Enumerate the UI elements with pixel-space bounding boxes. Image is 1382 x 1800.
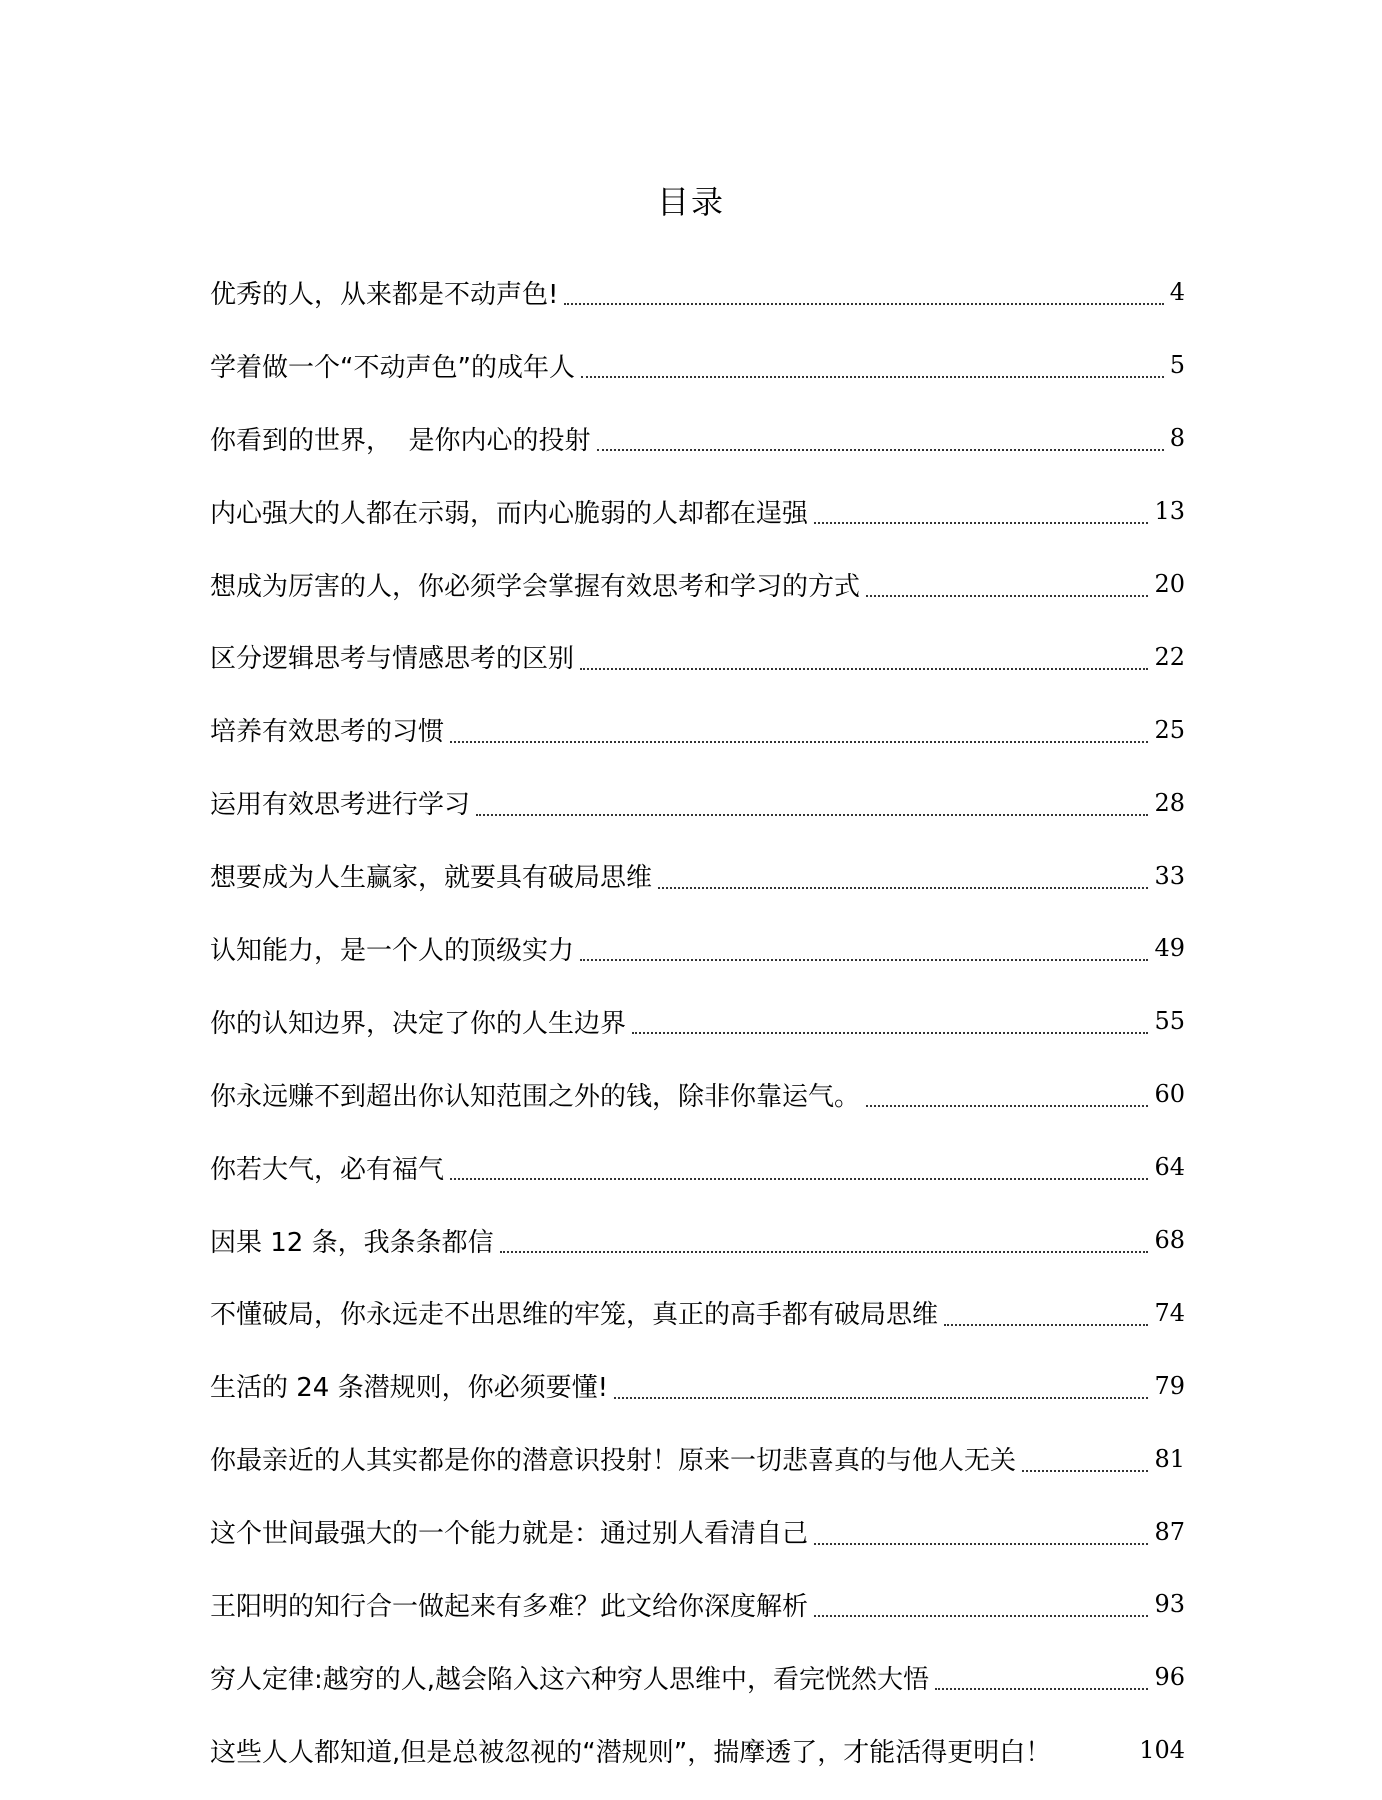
toc-entry-title: 培养有效思考的习惯 [210, 717, 445, 748]
toc-entry[interactable] [210, 1641, 1185, 1714]
toc-entry-page: 79 [1154, 1371, 1185, 1400]
dot-leader [500, 1251, 1149, 1253]
toc-entry[interactable] [210, 1422, 1185, 1495]
toc-entry[interactable] [210, 1714, 1185, 1787]
toc-entry-page: 8 [1169, 424, 1185, 453]
toc-entry[interactable] [210, 693, 1185, 766]
toc-entry-page: 22 [1154, 642, 1185, 671]
toc-entry-title: 因果 12 条，我条条都信 [210, 1227, 494, 1258]
toc-entry-page: 74 [1154, 1298, 1185, 1327]
toc-entry-title: 内心强大的人都在示弱，而内心脆弱的人却都在逞强 [210, 498, 809, 529]
toc-entry-page: 4 [1169, 278, 1185, 307]
dot-leader [632, 1032, 1148, 1034]
toc-entry-page: 96 [1154, 1663, 1185, 1692]
toc-entry[interactable] [210, 1495, 1185, 1568]
dot-leader [580, 668, 1148, 670]
toc-entry[interactable] [210, 1131, 1185, 1204]
toc-entry-title: 生活的 24 条潜规则，你必须要懂! [210, 1373, 609, 1404]
toc-entry-title: 想成为厉害的人，你必须学会掌握有效思考和学习的方式 [210, 571, 861, 602]
dot-leader [450, 741, 1148, 743]
toc-entry-page: 20 [1154, 570, 1185, 598]
toc-entry-title: 想要成为人生赢家，就要具有破局思维 [210, 863, 653, 894]
toc-list [210, 256, 1185, 1787]
toc-entry-title: 你最亲近的人其实都是你的潜意识投射！原来一切悲喜真的与他人无关 [210, 1446, 1017, 1477]
dot-leader [814, 1615, 1148, 1617]
dot-leader [450, 1178, 1148, 1180]
toc-entry-title: 这些人人都知道,但是总被忽视的“潜规则”，揣摩透了，才能活得更明白！ [210, 1737, 1052, 1768]
toc-entry-title: 不懂破局，你永远走不出思维的牢笼，真正的高手都有破局思维 [210, 1300, 939, 1331]
toc-entry-page: 5 [1169, 351, 1185, 380]
toc-entry-title: 穷人定律:越穷的人,越会陷入这六种穷人思维中，看完恍然大悟 [210, 1664, 930, 1695]
toc-entry[interactable] [210, 839, 1185, 912]
dot-leader [476, 814, 1148, 816]
toc-entry-page: 64 [1154, 1153, 1185, 1182]
toc-entry[interactable] [210, 1204, 1185, 1277]
toc-entry-title: 你永远赚不到超出你认知范围之外的钱，除非你靠运气。 [210, 1081, 861, 1112]
toc-entry[interactable] [210, 256, 1185, 329]
toc-entry-page: 87 [1154, 1517, 1185, 1546]
dot-leader [944, 1324, 1148, 1326]
dot-leader [614, 1397, 1148, 1399]
toc-entry[interactable] [210, 329, 1185, 402]
dot-leader [935, 1688, 1148, 1690]
toc-entry-page: 93 [1154, 1590, 1185, 1619]
toc-entry[interactable] [210, 985, 1185, 1058]
toc-entry[interactable] [210, 548, 1185, 621]
toc-entry[interactable] [210, 402, 1185, 475]
toc-entry-page: 60 [1154, 1080, 1185, 1109]
toc-title: 目录 [656, 183, 725, 221]
toc-entry-title: 这个世间最强大的一个能力就是：通过别人看清自己 [210, 1519, 809, 1550]
toc-entry[interactable] [210, 766, 1185, 839]
dot-leader [597, 449, 1164, 451]
toc-entry-title: 你的认知边界，决定了你的人生边界 [210, 1008, 627, 1039]
toc-entry[interactable] [210, 1568, 1185, 1641]
toc-entry[interactable] [210, 1349, 1185, 1422]
toc-entry-page: 28 [1154, 788, 1185, 817]
toc-entry-title: 优秀的人，从来都是不动声色! [210, 279, 559, 310]
toc-entry[interactable] [210, 475, 1185, 548]
toc-entry-page: 25 [1154, 715, 1185, 744]
toc-entry-title: 区分逻辑思考与情感思考的区别 [210, 644, 575, 675]
toc-entry[interactable] [210, 912, 1185, 985]
toc-entry-page: 104 [1139, 1736, 1185, 1765]
dot-leader [658, 887, 1148, 889]
toc-entry-page: 33 [1154, 861, 1185, 890]
toc-entry-title: 运用有效思考进行学习 [210, 790, 471, 821]
toc-entry-title: 学着做一个“不动声色”的成年人 [210, 352, 575, 383]
dot-leader [1022, 1470, 1148, 1472]
dot-leader [581, 376, 1164, 378]
dot-leader [866, 1105, 1148, 1107]
toc-entry[interactable] [210, 1058, 1185, 1131]
toc-entry[interactable] [210, 620, 1185, 693]
toc-entry[interactable] [210, 1276, 1185, 1349]
toc-entry-page: 68 [1154, 1226, 1185, 1255]
dot-leader [866, 595, 1148, 597]
toc-entry-page: 49 [1154, 934, 1185, 963]
dot-leader [580, 959, 1148, 961]
toc-entry-title: 你若大气，必有福气 [210, 1154, 445, 1185]
dot-leader [814, 1543, 1148, 1545]
dot-leader [564, 303, 1163, 305]
toc-entry-page: 55 [1154, 1007, 1185, 1036]
toc-entry-page: 13 [1154, 497, 1185, 526]
toc-entry-title: 你看到的世界， 是你内心的投射 [210, 425, 591, 456]
toc-entry-title: 认知能力，是一个人的顶级实力 [210, 935, 575, 966]
toc-entry-page: 81 [1154, 1444, 1185, 1473]
toc-entry-title: 王阳明的知行合一做起来有多难？此文给你深度解析 [210, 1591, 809, 1622]
dot-leader [814, 522, 1148, 524]
